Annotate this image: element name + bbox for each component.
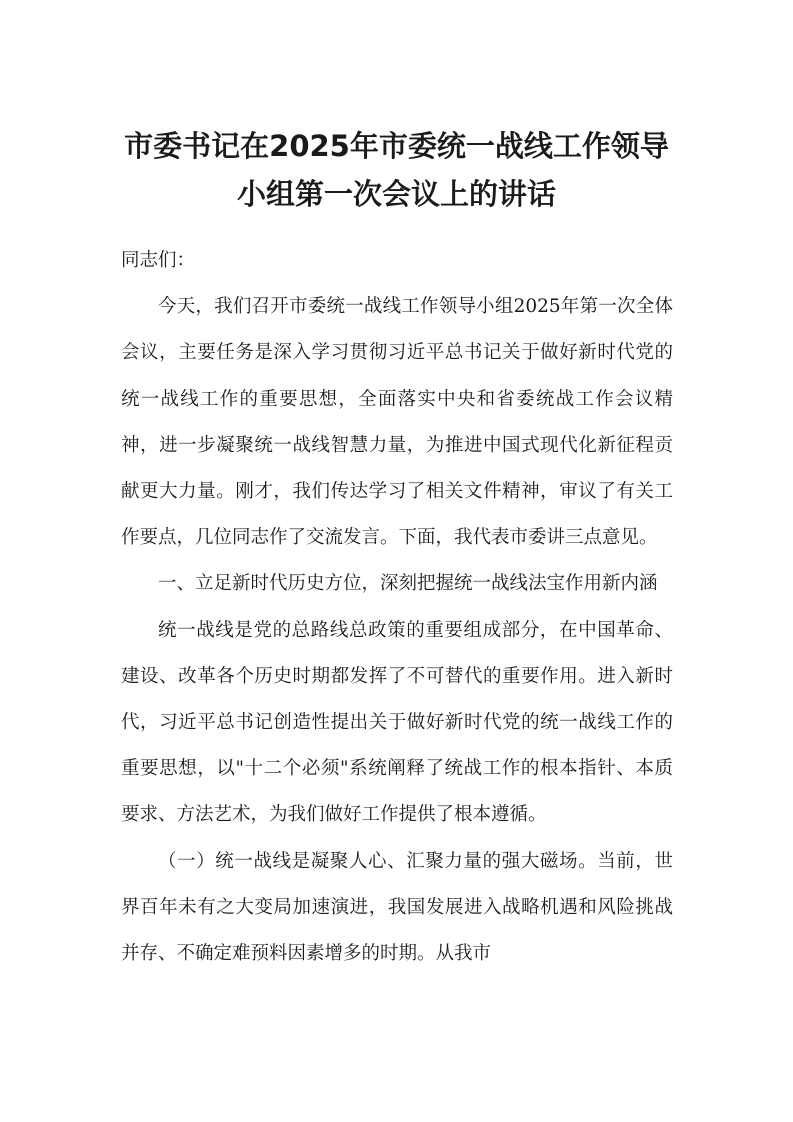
document-title-line-2: 小组第一次会议上的讲话 [236, 177, 556, 211]
document-title-line-1: 市委书记在2025年市委统一战线工作领导 [124, 129, 669, 163]
paragraph-subsection-one: （一）统一战线是凝聚人心、汇聚力量的强大磁场。当前，世界百年未有之大变局加速演进，我国发展进入战略机遇和风险挑战并存、不确定难预料因素增多的时期。从我市 [121, 850, 673, 965]
salutation: 同志们： [121, 250, 196, 271]
section-heading-one: 一、立足新时代历史方位，深刻把握统一战线法宝作用新内涵 [158, 573, 658, 595]
document-body [121, 238, 673, 977]
paragraph-opening: 今天，我们召开市委统一战线工作领导小组2025年第一次全体会议，主要任务是深入学习贯彻习近平总书记关于做好新时代党的统一战线工作的重要思想，全面落实中央和省委统战工作会议精神，进一步凝聚统一战线智慧力量，为推进中国式现代化新征程贡献更大力量。刚才，我们传达学习了相关文件精神，审议了有关工作要点，几位同志作了交流发言。下面，我代表市委讲三点意见。 [121, 296, 673, 549]
paragraph-united-front-role: 统一战线是党的总路线总政策的重要组成部分，在中国革命、建设、改革各个历史时期都发挥了不可替代的重要作用。进入新时代，习近平总书记创造性提出关于做好新时代党的统一战线工作的重要思想，以"十二个必须"系统阐释了统战工作的根本指针、本质要求、方法艺术，为我们做好工作提供了根本遵循。 [121, 619, 673, 826]
